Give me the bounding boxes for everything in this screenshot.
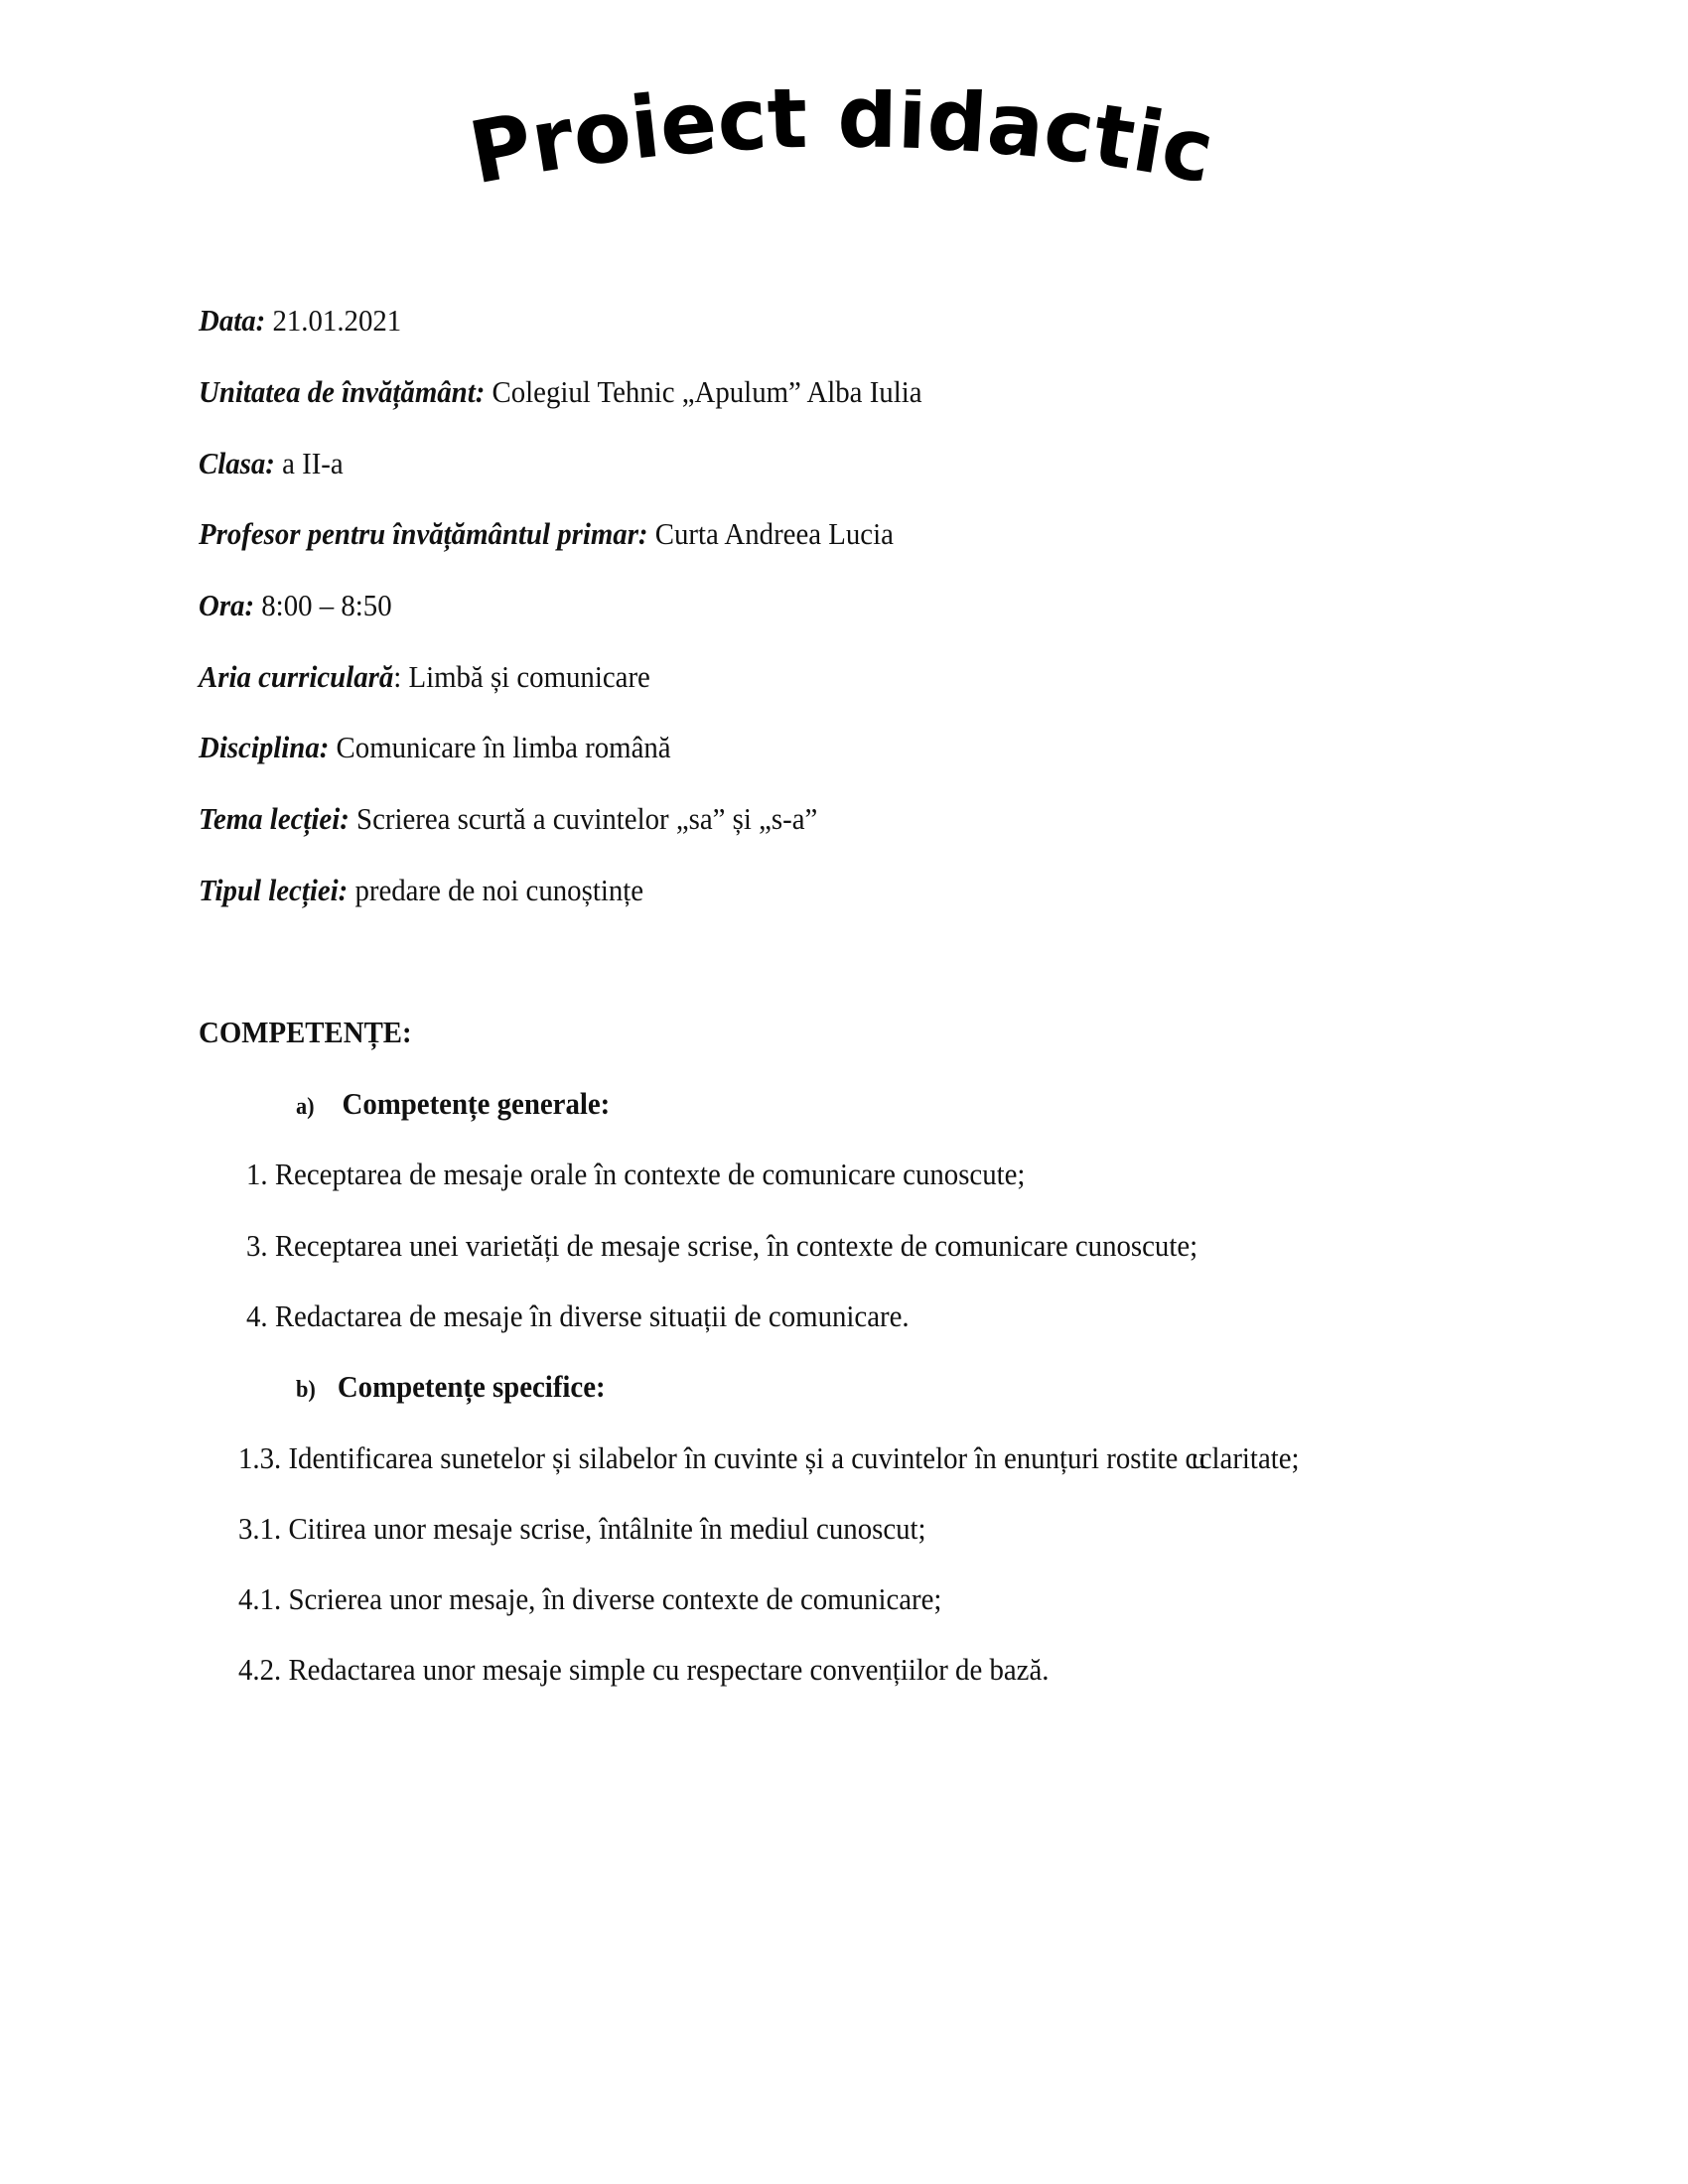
field-lesson-theme <box>199 799 817 839</box>
subheading-label: Competențe specifice: <box>337 1369 606 1404</box>
field-value: Curta Andreea Lucia <box>647 516 894 551</box>
specific-competence-item <box>238 1650 1049 1690</box>
field-value: : Limbă și comunicare <box>393 659 650 694</box>
item-text: 4.1. Scrierea unor mesaje, în diverse contexte de comunicare; <box>238 1581 942 1616</box>
item-text: 4.2. Redactarea unor mesaje simple cu respectare convențiilor de bază. <box>238 1652 1050 1687</box>
field-label: Data: <box>199 303 266 338</box>
field-discipline <box>199 728 671 767</box>
item-text: claritate; <box>1198 1440 1300 1475</box>
svg-text:Proiect didactic <box>467 89 1221 199</box>
field-value: a II-a <box>274 446 344 480</box>
field-class <box>199 444 344 483</box>
general-competence-item: 3. Receptarea unei varietăți de mesaje scrise, în contexte de comunicare cunoscute; <box>246 1228 1198 1263</box>
field-lesson-type <box>199 871 643 910</box>
field-value: Colegiul Tehnic „Apulum” Alba Iulia <box>485 374 922 409</box>
specific-competences-heading <box>296 1367 606 1410</box>
general-competence-item: 1. Receptarea de mesaje orale în contexte de comunicare cunoscute; <box>246 1157 1026 1191</box>
field-label: Aria curriculară <box>199 659 394 694</box>
item-text: 3.1. Citirea unor mesaje scrise, întâlnite în mediul cunoscut; <box>238 1511 926 1546</box>
field-label: Tema lecției: <box>199 801 350 836</box>
field-teacher <box>199 514 894 554</box>
specific-competence-item <box>238 1438 1300 1478</box>
general-competence-item: 4. Redactarea de mesaje în diverse situații de comunicare. <box>246 1298 910 1333</box>
field-curricular-area <box>199 657 650 697</box>
competente-heading: COMPETENȚE: <box>199 1015 412 1049</box>
field-value: predare de noi cunoștințe <box>348 873 644 907</box>
field-time <box>199 586 392 625</box>
field-value: 8:00 – 8:50 <box>254 588 392 622</box>
field-label: Unitatea de învățământ: <box>199 374 486 409</box>
item-text-overlap: cu <box>1185 1440 1199 1475</box>
field-label: Ora: <box>199 588 255 622</box>
list-marker: b) <box>296 1377 316 1403</box>
subheading-label: Competențe generale: <box>342 1086 611 1121</box>
field-label: Tipul lecției: <box>199 873 349 907</box>
field-label: Clasa: <box>199 446 275 480</box>
field-school <box>199 372 922 412</box>
field-value: Scrierea scurtă a cuvintelor „sa” și „s-a” <box>349 801 818 836</box>
item-text: 1.3. Identificarea sunetelor și silabelor în cuvinte și a cuvintelor în enunțuri rostite <box>238 1440 1186 1475</box>
field-label: Profesor pentru învățământul primar: <box>199 516 648 551</box>
field-value: Comunicare în limba română <box>329 730 671 764</box>
general-competences-heading <box>296 1084 610 1127</box>
field-label: Disciplina: <box>199 730 330 764</box>
list-marker: a) <box>296 1094 315 1120</box>
specific-competence-item <box>238 1579 941 1619</box>
document-title <box>467 89 1221 199</box>
title-text: Proiect didactic <box>467 89 1221 199</box>
field-date <box>199 301 401 341</box>
field-value: 21.01.2021 <box>265 303 402 338</box>
specific-competence-item <box>238 1509 926 1549</box>
